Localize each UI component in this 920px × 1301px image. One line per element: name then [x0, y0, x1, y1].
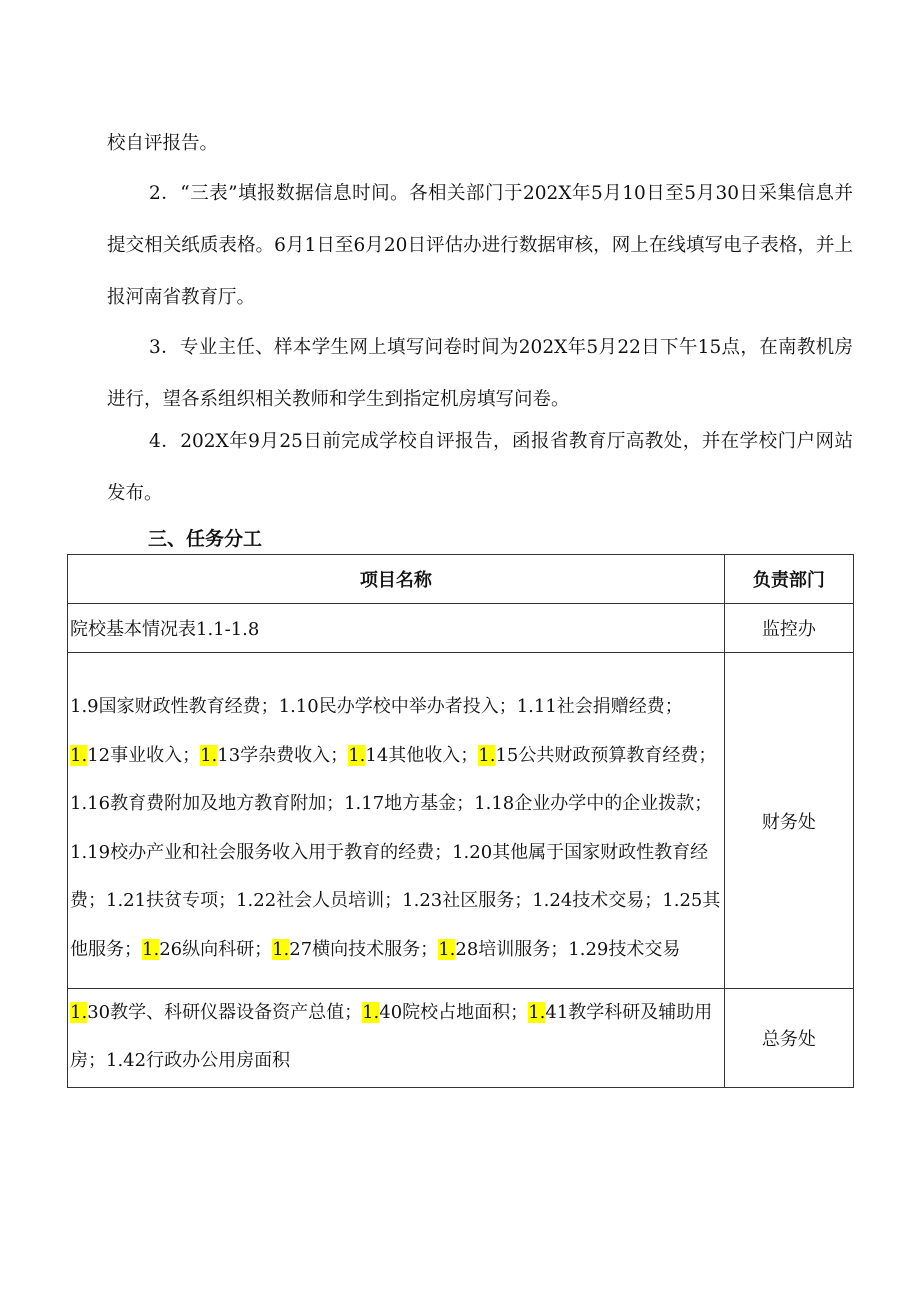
- table-row: [68, 989, 854, 1088]
- highlighted-text: 1.: [200, 744, 218, 766]
- project-text: 26纵向科研；: [159, 938, 273, 960]
- project-cell: [68, 989, 725, 1088]
- highlighted-text: 1.: [272, 938, 290, 960]
- section-title: 三、任务分工: [148, 528, 263, 550]
- project-text: 1.9国家财政性教育经费；1.10民办学校中举办者投入；1.11社会捐赠经费；: [70, 696, 683, 717]
- highlighted-text: 1.: [70, 1002, 88, 1023]
- header-department: 负责部门: [724, 555, 853, 604]
- project-text: 27横向技术服务；: [289, 938, 439, 960]
- highlighted-text: 1.: [142, 938, 160, 960]
- table-row: [68, 653, 854, 989]
- paragraph-item-4-text: 4．202X年9月25日前完成学校自评报告，函报省教育厅高教处，并在学校门户网站发布。: [107, 431, 853, 504]
- paragraph-item-3: [107, 322, 853, 426]
- project-text: 12事业收入；: [87, 744, 201, 766]
- highlighted-text: 1.: [528, 1002, 546, 1023]
- project-cell: [68, 653, 725, 989]
- table-row: [68, 604, 854, 653]
- highlighted-text: 1.: [70, 744, 88, 766]
- department-cell: 监控办: [724, 604, 853, 653]
- highlighted-text: 1.: [348, 744, 366, 766]
- project-text: 28培训服务；1.29技术交易: [455, 938, 681, 960]
- paragraph-item-2-text: 2．“三表”填报数据信息时间。各相关部门于202X年5月10日至5月30日采集信息并提交相关纸质表格。6月1日至6月20日评估办进行数据审核，网上在线填写电子表格，并上报河南省教育厅。: [107, 183, 853, 308]
- highlighted-text: 1.: [438, 938, 456, 960]
- project-text: 30教学、科研仪器设备资产总值；: [87, 1002, 363, 1023]
- project-text: 41教学科研及辅助用房；1.42行政办公用房面积: [70, 1002, 713, 1071]
- paragraph-item-2: [107, 168, 853, 324]
- project-text: 15公共财政预算教育经费；1.16教育费附加及地方教育附加；1.17地方基金；1.18企业办学中的企业拨款；1.19校办产业和社会服务收入用于教育的经费；1.20其他属于国家财政性教育经费；1.21扶贫专项；1.22社会人员培训；1.23社区服务；1.24技术交易；1.25其他服务；: [70, 744, 721, 960]
- paragraph-item-3-text: 3．专业主任、样本学生网上填写问卷时间为202X年5月22日下午15点，在南教机房进行，望各系组织相关教师和学生到指定机房填写问卷。: [107, 337, 853, 410]
- header-project-name: 项目名称: [68, 555, 725, 604]
- paragraph-item-4: [107, 416, 853, 520]
- project-text: 40院校占地面积；: [379, 1002, 529, 1023]
- project-text: 14其他收入；: [365, 744, 479, 766]
- task-table: [67, 554, 854, 1088]
- project-text: 院校基本情况表1.1-1.8: [70, 619, 260, 640]
- project-cell: [68, 604, 725, 653]
- highlighted-text: 1.: [362, 1002, 380, 1023]
- paragraph-intro: 校自评报告。: [107, 133, 219, 154]
- department-cell: 财务处: [724, 653, 853, 989]
- department-cell: 总务处: [724, 989, 853, 1088]
- table-header-row: [68, 555, 854, 604]
- project-text: 13学杂费收入；: [217, 744, 349, 766]
- highlighted-text: 1.: [478, 744, 496, 766]
